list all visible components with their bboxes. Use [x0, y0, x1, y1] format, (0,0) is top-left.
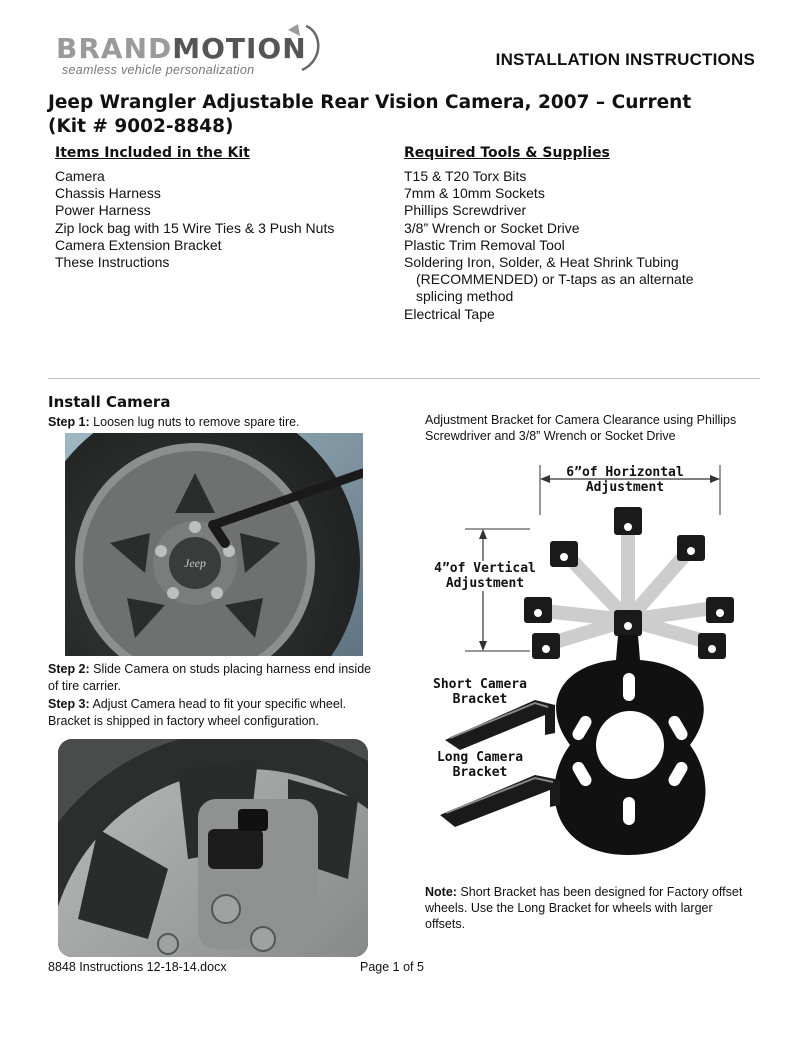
list-item: Plastic Trim Removal Tool — [404, 236, 565, 253]
logo-word-motion: MOTION — [172, 32, 307, 65]
step-3 — [48, 696, 378, 730]
horizontal-adjustment-label — [545, 465, 705, 495]
list-item: Zip lock bag with 15 Wire Ties & 3 Push Nuts — [55, 219, 335, 236]
horizontal-label-line-1: 6”of Horizontal — [566, 465, 684, 480]
logo-word-brand: BRAND — [56, 32, 173, 65]
list-item: Camera — [55, 168, 105, 184]
list-item: 3/8” Wrench or Socket Drive — [404, 219, 580, 236]
logo-tagline: seamless vehicle personalization — [62, 63, 255, 77]
step-1 — [48, 414, 378, 431]
photo-camera-on-wheel — [58, 739, 368, 957]
list-item: (RECOMMENDED) or T-taps as an alternate — [416, 271, 694, 288]
long-label-line-2: Bracket — [452, 765, 508, 780]
list-item: Soldering Iron, Solder, & Heat Shrink Tubing — [404, 254, 679, 271]
photo1-jeep-logo: Jeep — [184, 556, 206, 570]
list-item: 7mm & 10mm Sockets — [404, 185, 545, 202]
step-2 — [48, 661, 378, 695]
horizontal-label-line-2: Adjustment — [585, 480, 665, 495]
diagram-caption: Adjustment Bracket for Camera Clearance using Phillips Screwdriver and 3/8” Wrench or Socket Drive — [425, 413, 737, 443]
title-line-1: Jeep Wrangler Adjustable Rear Vision Camera, 2007 – Current — [48, 92, 692, 113]
list-item: T15 & T20 Torx Bits — [404, 168, 527, 184]
note-text: Short Bracket has been designed for Factory offset wheels. Use the Long Bracket for wheels with larger offsets. — [425, 885, 743, 931]
list-item: splicing method — [416, 288, 514, 305]
step-2-label: Step 2: — [48, 662, 90, 676]
tools-section — [404, 145, 744, 323]
note-label: Note: — [425, 885, 457, 899]
bracket-note — [425, 884, 745, 932]
section-divider — [48, 378, 760, 379]
list-item: These Instructions — [55, 254, 170, 271]
list-item: Power Harness — [55, 202, 151, 219]
list-item: Camera Extension Bracket — [55, 236, 222, 253]
step-3-text: Adjust Camera head to fit your specific wheel. Bracket is shipped in factory wheel configuration. — [48, 697, 347, 728]
title-line-2: (Kit # 9002-8848) — [48, 116, 234, 137]
vertical-adjustment-label — [425, 561, 545, 591]
install-camera-heading: Install Camera — [48, 393, 171, 411]
doc-type-heading: INSTALLATION INSTRUCTIONS — [495, 50, 755, 69]
list-item: Chassis Harness — [55, 185, 161, 202]
long-label-line-1: Long Camera — [436, 750, 524, 765]
tools-heading: Required Tools & Supplies — [404, 145, 610, 161]
list-item: Electrical Tape — [404, 305, 495, 322]
logo-swoosh-icon — [268, 22, 328, 78]
kit-items-section — [55, 145, 385, 271]
photo-loosen-lug-nuts — [65, 433, 363, 656]
brand-logo — [56, 32, 326, 80]
footer-page-number: Page 1 of 5 — [360, 960, 424, 974]
page-title — [48, 91, 691, 139]
step-1-label: Step 1: — [48, 415, 90, 429]
kit-items-heading: Items Included in the Kit — [55, 145, 250, 161]
vertical-label-line-1: 4”of Vertical — [434, 561, 536, 576]
step-3-label: Step 3: — [48, 697, 90, 711]
step-1-text: Loosen lug nuts to remove spare tire. — [89, 415, 300, 429]
long-bracket-label — [420, 750, 540, 780]
short-bracket-label — [420, 677, 540, 707]
list-item: Phillips Screwdriver — [404, 202, 527, 219]
short-label-line-1: Short Camera — [433, 677, 527, 692]
footer-filename: 8848 Instructions 12-18-14.docx — [48, 960, 227, 974]
step-2-text: Slide Camera on studs placing harness end inside of tire carrier. — [48, 662, 372, 693]
vertical-label-line-2: Adjustment — [445, 576, 525, 591]
short-label-line-2: Bracket — [452, 692, 508, 707]
adjustment-bracket-diagram — [400, 455, 770, 875]
